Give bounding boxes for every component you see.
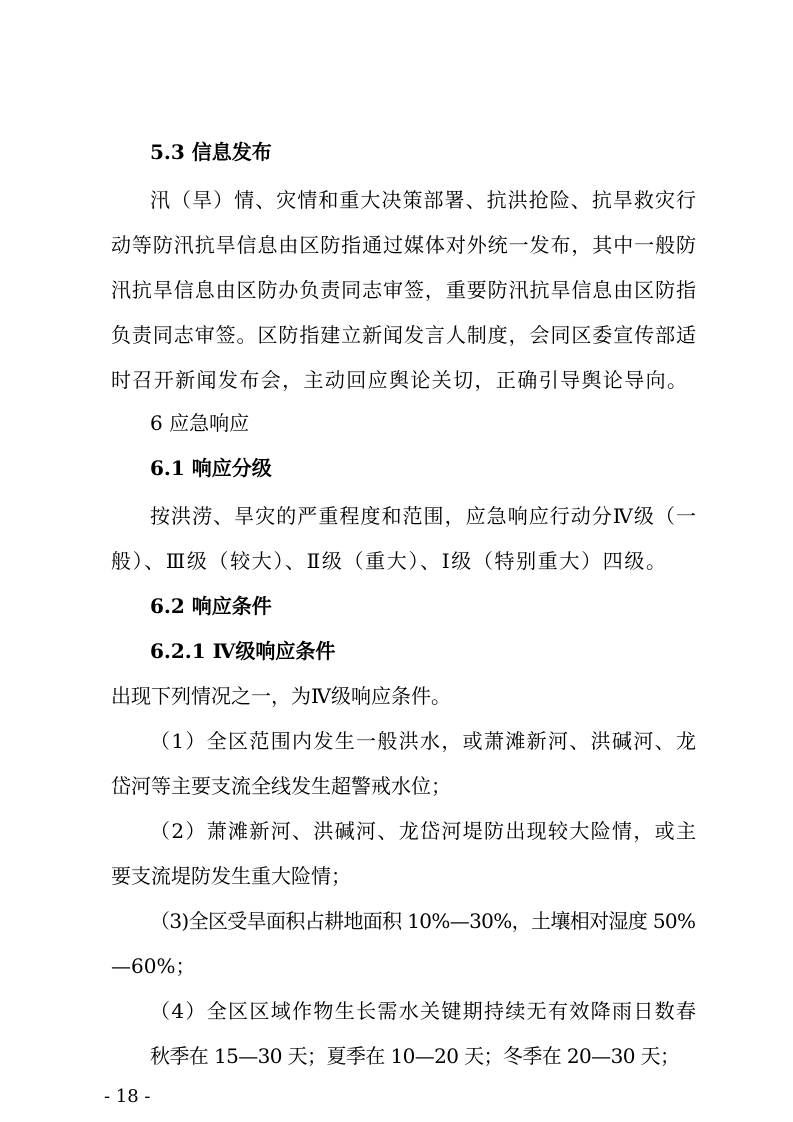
text-line: 汛（旱）情、灾情和重大决策部署、抗洪抢险、抗旱救灾行 xyxy=(150,188,698,212)
section-heading: 6.2 响应条件 xyxy=(150,594,272,618)
text-line: （2）萧滩新河、洪碱河、龙岱河堤防出现较大险情，或主 xyxy=(150,819,698,843)
text-line: 按洪涝、旱灾的严重程度和范围，应急响应行动分Ⅳ级（一 xyxy=(150,504,698,528)
text-line: （3)全区受旱面积占耕地面积 10%—30%，土壤相对湿度 50% xyxy=(150,909,696,933)
text-line: 动等防汛抗旱信息由区防指通过媒体对外统一发布，其中一般防 xyxy=(111,233,697,257)
page-number: - 18 - xyxy=(104,1086,151,1107)
section-heading: 6.2.1 Ⅳ级响应条件 xyxy=(150,639,336,663)
text-line: 要支流堤防发生重大险情； xyxy=(111,864,351,888)
text-line: 出现下列情况之一，为Ⅳ级响应条件。 xyxy=(111,684,451,708)
text-line: 6 应急响应 xyxy=(150,411,250,435)
section-heading: 6.1 响应分级 xyxy=(150,456,272,480)
text-line: 般）、Ⅲ级（较大）、Ⅱ级（重大）、Ⅰ级（特别重大）四级。 xyxy=(111,549,668,573)
text-line: （1）全区范围内发生一般洪水，或萧滩新河、洪碱河、龙 xyxy=(150,729,698,753)
text-line: —60%； xyxy=(111,954,196,978)
text-line: 秋季在 15—30 天；夏季在 10—20 天；冬季在 20—30 天； xyxy=(150,1044,680,1068)
text-line: 汛抗旱信息由区防办负责同志审签，重要防汛抗旱信息由区防指 xyxy=(111,278,697,302)
text-line: 时召开新闻发布会，主动回应舆论关切，正确引导舆论导向。 xyxy=(111,368,689,392)
text-line: （4）全区区域作物生长需水关键期持续无有效降雨日数春 xyxy=(150,999,698,1023)
section-heading: 5.3 信息发布 xyxy=(150,140,272,164)
text-line: 负责同志审签。区防指建立新闻发言人制度，会同区委宣传部适 xyxy=(111,323,697,347)
text-line: 岱河等主要支流全线发生超警戒水位； xyxy=(111,774,451,798)
